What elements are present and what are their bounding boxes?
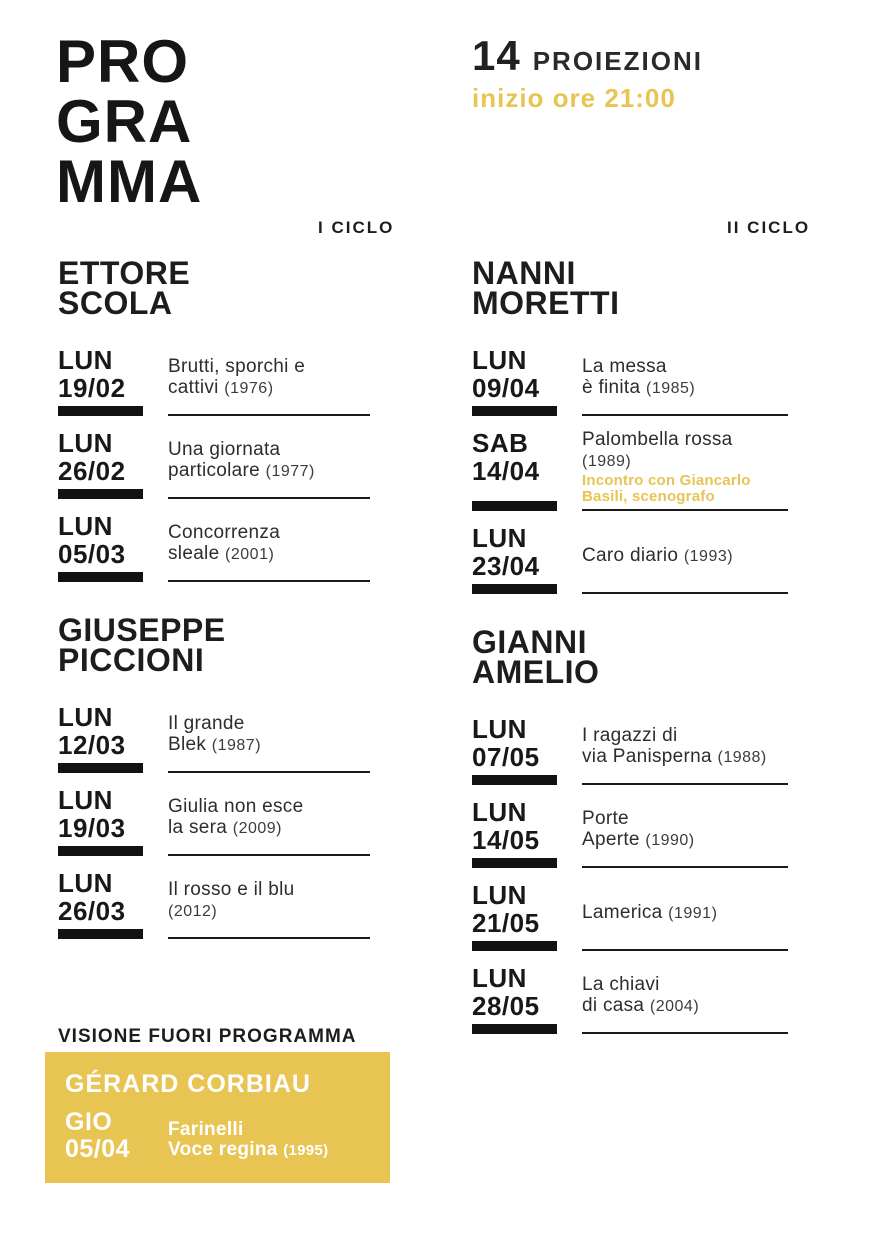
film-divider-line — [168, 854, 370, 856]
title-line: GRA — [56, 88, 193, 155]
screening-date: 14/05 — [472, 825, 540, 855]
film-title-line: via Panisperna (1988) — [582, 746, 767, 767]
screening-date-block — [472, 346, 582, 416]
screening-row — [58, 703, 370, 773]
screening-date: 12/03 — [58, 730, 126, 760]
film-year: (1995) — [283, 1142, 329, 1159]
director-name-line: GIANNI — [472, 624, 587, 660]
film-divider-line — [168, 937, 370, 939]
date-underline-bar — [472, 941, 557, 951]
screening-date-block — [472, 964, 582, 1034]
off-program-card — [45, 1052, 390, 1183]
film-title-line: è finita (1985) — [582, 377, 696, 398]
screening-day: LUN — [58, 428, 113, 458]
film-year: (1977) — [265, 463, 315, 480]
film-year: (1990) — [645, 832, 695, 849]
film-year: (2009) — [232, 820, 282, 837]
screening-row — [472, 346, 788, 416]
film-title-line — [582, 450, 788, 472]
film-divider-line — [582, 783, 788, 785]
film-divider-line — [582, 949, 788, 951]
screening-date: 26/03 — [58, 896, 126, 926]
date-underline-bar — [472, 501, 557, 511]
screening-date: 19/02 — [58, 373, 126, 403]
film-title-line: La chiavi — [582, 974, 660, 995]
film-divider-line — [168, 497, 370, 499]
director-name — [58, 612, 370, 678]
date-underline-bar — [58, 846, 143, 856]
screening-row — [58, 512, 370, 582]
off-program-screening — [65, 1109, 374, 1163]
screening-note-line: Basili, scenografo — [582, 488, 715, 505]
director-name-line: PICCIONI — [58, 642, 205, 678]
film-text — [168, 512, 370, 580]
film-title-line: Voce regina (1995) — [168, 1139, 329, 1160]
date-underline-bar — [472, 406, 557, 416]
film-text — [582, 798, 788, 866]
film-text — [168, 346, 370, 414]
director-section — [472, 624, 788, 1034]
film-year: (1985) — [645, 380, 696, 397]
title-line: MMA — [56, 148, 203, 215]
director-name — [472, 624, 788, 690]
film-title-line: Blek (1987) — [168, 734, 262, 755]
screening-date: 21/05 — [472, 908, 540, 938]
film-title-line: Brutti, sporchi e — [168, 356, 306, 377]
film-text — [168, 703, 370, 771]
film-text — [582, 881, 788, 949]
film-title-block — [582, 881, 788, 951]
screening-row — [472, 429, 788, 511]
film-title-line — [168, 900, 370, 922]
off-program-heading: VISIONE FUORI PROGRAMMA — [58, 1026, 357, 1047]
film-divider-line — [582, 592, 788, 594]
film-title-block — [582, 524, 788, 594]
film-title-line: Palombella rossa — [582, 429, 733, 450]
screening-date: 23/04 — [472, 551, 540, 581]
screening-date-block — [58, 512, 168, 582]
film-title-line: Giulia non esce — [168, 796, 304, 817]
date-underline-bar — [58, 763, 143, 773]
film-title-line: Aperte (1990) — [582, 829, 695, 850]
screening-date: 05/03 — [58, 539, 126, 569]
film-divider-line — [582, 866, 788, 868]
director-section — [58, 255, 370, 582]
film-text — [582, 964, 788, 1032]
screening-day: LUN — [472, 345, 527, 375]
date-underline-bar — [472, 858, 557, 868]
screening-row — [58, 346, 370, 416]
screening-day: LUN — [58, 511, 113, 541]
film-text — [168, 786, 370, 854]
screening-date: 05/04 — [65, 1135, 131, 1163]
screening-date-block — [58, 786, 168, 856]
date-underline-bar — [58, 406, 143, 416]
screening-day: LUN — [58, 868, 113, 898]
film-title-block — [168, 512, 370, 582]
director-name — [472, 255, 788, 321]
director-name-line: SCOLA — [58, 285, 173, 321]
screening-date-block — [472, 429, 582, 511]
screening-date-block — [58, 429, 168, 499]
film-title-block — [582, 964, 788, 1034]
film-title-block — [582, 429, 788, 511]
screenings-list — [472, 346, 788, 594]
date-underline-bar — [58, 929, 143, 939]
screening-day: GIO — [65, 1108, 113, 1136]
screening-day: LUN — [472, 880, 527, 910]
page-title — [56, 28, 203, 215]
director-section — [58, 612, 370, 939]
film-title-line: di casa (2004) — [582, 995, 700, 1016]
film-year: (1988) — [717, 749, 767, 766]
column-cycle-2 — [472, 255, 788, 1067]
screenings-count-line — [472, 34, 703, 83]
film-title-line: sleale (2001) — [168, 543, 275, 564]
film-title-block — [168, 786, 370, 856]
director-name-line: NANNI — [472, 255, 576, 291]
screening-day: LUN — [472, 963, 527, 993]
director-name-line: AMELIO — [472, 654, 600, 690]
screening-row — [472, 798, 788, 868]
screening-row — [472, 715, 788, 785]
screening-date: 14/04 — [472, 456, 540, 486]
column-cycle-1 — [58, 255, 370, 972]
title-line: PRO — [56, 28, 190, 95]
date-underline-bar — [58, 489, 143, 499]
screening-day: LUN — [472, 523, 527, 553]
film-divider-line — [582, 1032, 788, 1034]
film-divider-line — [582, 509, 788, 511]
film-title-line: Caro diario (1993) — [582, 544, 734, 566]
film-title-block — [582, 715, 788, 785]
screening-date-block — [58, 346, 168, 416]
screenings-count: 14 — [472, 32, 521, 79]
film-title-block — [168, 869, 370, 939]
film-title-line: La messa — [582, 356, 667, 377]
screening-row — [58, 786, 370, 856]
screening-day: LUN — [58, 345, 113, 375]
film-text — [582, 524, 788, 592]
film-divider-line — [168, 580, 370, 582]
screenings-info — [472, 34, 703, 112]
director-name-line: GIUSEPPE — [58, 612, 226, 648]
film-title-line: particolare (1977) — [168, 460, 315, 481]
director-name-line: MORETTI — [472, 285, 620, 321]
screening-date: 28/05 — [472, 991, 540, 1021]
film-year: (2004) — [649, 998, 700, 1015]
screening-date-block — [58, 703, 168, 773]
cycle-1-label: I CICLO — [318, 218, 395, 237]
film-year: (1987) — [211, 737, 262, 754]
film-title-line: Concorrenza — [168, 522, 281, 543]
film-text — [168, 869, 370, 937]
director-section — [472, 255, 788, 594]
screening-date-block — [472, 524, 582, 594]
director-name — [58, 255, 370, 321]
date-underline-bar — [472, 584, 557, 594]
film-title-block — [582, 798, 788, 868]
date-underline-bar — [58, 572, 143, 582]
film-text — [582, 715, 788, 783]
film-title-line: I ragazzi di — [582, 725, 678, 746]
film-divider-line — [168, 771, 370, 773]
film-title-block — [168, 429, 370, 499]
director-name-line: ETTORE — [58, 255, 191, 291]
film-text — [582, 346, 788, 414]
film-year: (1989) — [582, 453, 632, 470]
screening-date-block — [65, 1109, 168, 1163]
screening-date: 26/02 — [58, 456, 126, 486]
screening-date-block — [472, 798, 582, 868]
film-year: (2001) — [225, 546, 275, 563]
screenings-count-label: PROIEZIONI — [532, 46, 703, 76]
film-title-block — [168, 346, 370, 416]
film-title-line: Il rosso e il blu — [168, 879, 295, 900]
film-text — [168, 429, 370, 497]
screening-row — [472, 524, 788, 594]
film-title-line: Una giornata — [168, 439, 281, 460]
screenings-list — [58, 703, 370, 939]
date-underline-bar — [472, 775, 557, 785]
screening-day: LUN — [472, 714, 527, 744]
screening-row — [472, 881, 788, 951]
screening-date: 09/04 — [472, 373, 540, 403]
off-program-director: GÉRARD CORBIAU — [65, 1070, 311, 1098]
screening-date-block — [472, 881, 582, 951]
film-title-block — [168, 1120, 328, 1163]
cycle-2-label: II CICLO — [727, 218, 811, 237]
film-divider-line — [582, 414, 788, 416]
film-year: (1993) — [683, 547, 734, 565]
screenings-list — [58, 346, 370, 582]
film-title-line: cattivi (1976) — [168, 377, 274, 398]
screening-note-line: Incontro con Giancarlo — [582, 472, 751, 489]
screening-row — [472, 964, 788, 1034]
screening-date: 07/05 — [472, 742, 540, 772]
film-title-line: Farinelli — [168, 1119, 244, 1140]
film-title-block — [168, 703, 370, 773]
film-title-line: Il grande — [168, 713, 245, 734]
film-year: (1976) — [224, 380, 274, 397]
screening-date-block — [472, 715, 582, 785]
film-title-block — [582, 346, 788, 416]
film-title-line: Porte — [582, 808, 629, 829]
start-time: inizio ore 21:00 — [472, 83, 676, 113]
screening-date-block — [58, 869, 168, 939]
film-year: (1991) — [668, 904, 718, 922]
film-title-line: Lamerica (1991) — [582, 901, 718, 923]
film-title-line: la sera (2009) — [168, 817, 282, 838]
date-underline-bar — [472, 1024, 557, 1034]
screening-day: LUN — [58, 702, 113, 732]
screening-day: LUN — [472, 797, 527, 827]
screening-date: 19/03 — [58, 813, 126, 843]
screenings-list — [472, 715, 788, 1034]
film-text — [582, 429, 788, 509]
screening-row — [58, 869, 370, 939]
screening-day: SAB — [472, 428, 529, 458]
film-year: (2012) — [168, 903, 218, 920]
screening-row — [58, 429, 370, 499]
film-divider-line — [168, 414, 370, 416]
screening-day: LUN — [58, 785, 113, 815]
